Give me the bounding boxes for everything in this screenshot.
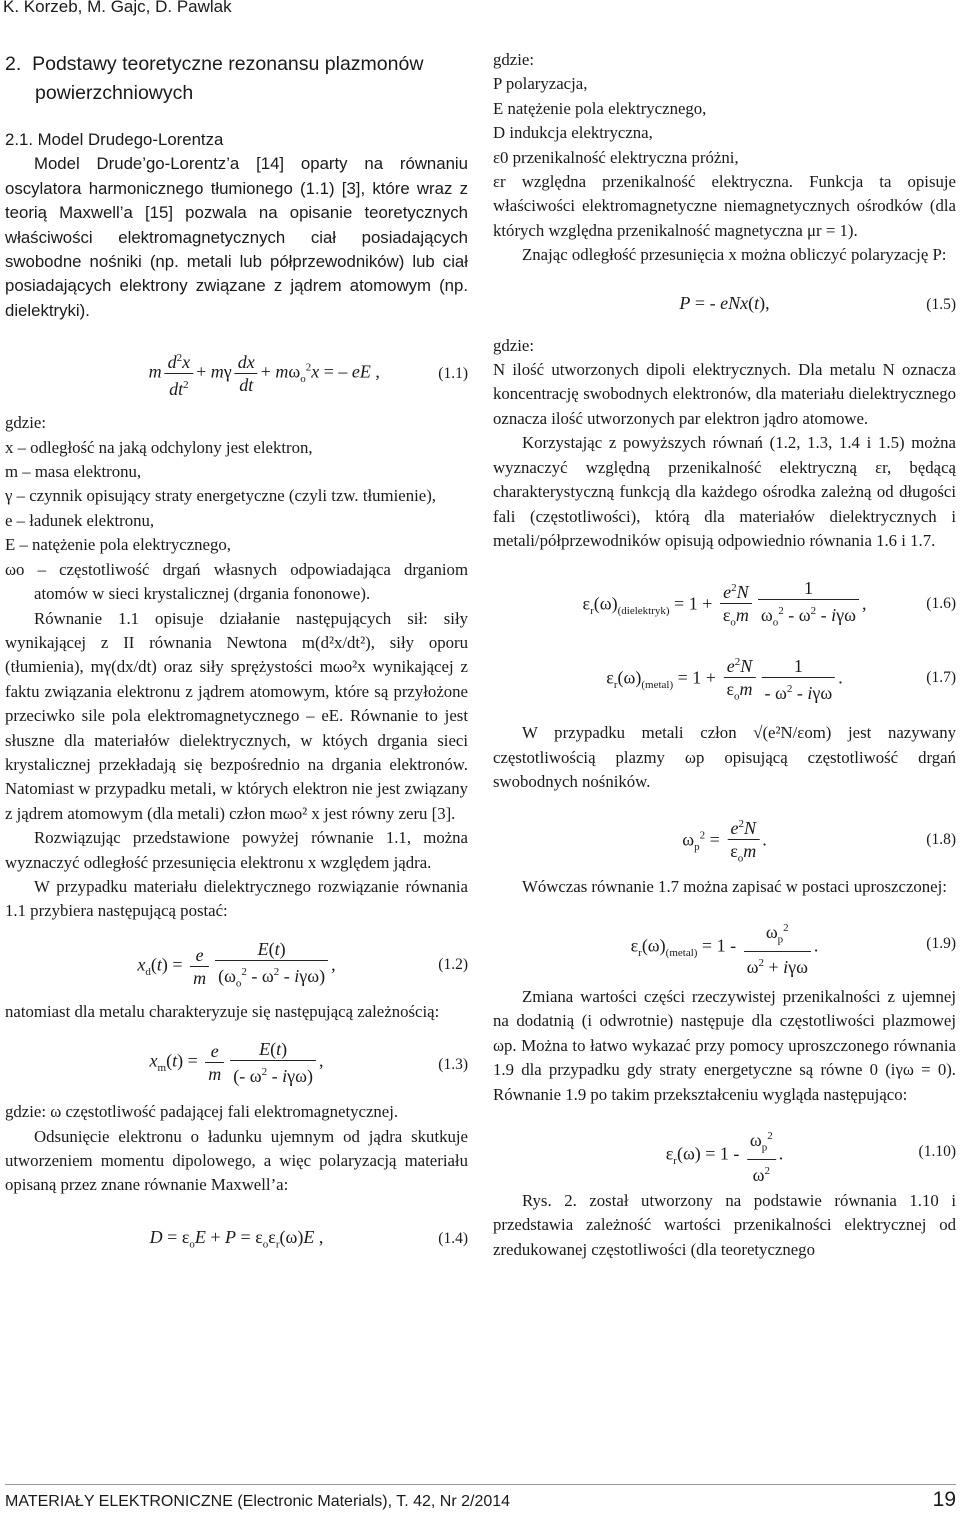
paragraph: Równanie 1.1 opisuje działanie następujących sił: siły wynikającej z II równania Newtona m(d²x/dt²), siły oporu (tłumienia), mγ(dx/dt) oraz siły sprężystości mωo²x wynikającej z faktu związania elektronu z jądrem atomowym, które są przyłożone przeciwko sile pola elektromagnetycznego – eE. Równanie to jest słuszne dla materiałów dielektrycznych, w któych drgania sieci krystalicznej przekładają się bezpośrednio na drgania elektronów. Natomiast w przypadku metali, w których elektron nie jest związany z jądrem atomowym (dla metali) człon mωo² x jest równy zeru [3]. <box>5 608 468 823</box>
equation-number: (1.4) <box>438 1229 468 1247</box>
definition-item: E natężenie pola elektrycznego, <box>493 98 707 118</box>
equation-1-9: $\varepsilon_r(\omega)_{(metal)} = 1$ - $\frac{\omega_p^2}{\omega^2 + i\gamma\omega}$ . (1.9) <box>493 917 956 965</box>
paragraph: Korzystając z powyższych równań (1.2, 1.3, 1.4 i 1.5) można wyznaczyć względną przenikalność elektryczną εr, będącą charakterystyczną funkcją dla każdego ośrodka zależną od długości fali (częstotliwości), którą dla materiałów dielektrycznych i metali/półprzewodników opisują odpowiednio równania 1.6 i 1.7. <box>493 433 956 550</box>
left-column <box>5 50 468 1270</box>
equation-1-10: $\varepsilon_r(\omega) = 1$ - $\frac{\omega_p^2}{\omega^2}$ . (1.10) <box>493 1125 956 1173</box>
definition-item: e – ładunek elektronu, <box>5 510 155 530</box>
paragraph: Odsunięcie elektronu o ładunku ujemnym od jądra skutkuje utworzeniem momentu dipolowego, a więc polaryzacją materiału opisaną przez znane równanie Maxwell’a: <box>5 1126 468 1195</box>
label-gdzie: gdzie: <box>5 413 47 433</box>
journal-footer: MATERIAŁY ELEKTRONICZNE (Electronic Materials), T. 42, Nr 2/2014 <box>5 1493 511 1510</box>
paragraph: Model Drude’go-Lorentz’a [14] oparty na równaniu oscylatora harmonicznego tłumionego (1.1) [3], które wraz z teorią Maxwell’a [15] pozwala na opisanie teoretycznych właściwości elektromagnetycznych ciał posiadających swobodne nośniki (np. metali lub półprzewodników) lub ciał posiadających elektrony związane z jądrem atomowym (np. dielektryki). <box>5 154 468 320</box>
equation-number: (1.2) <box>438 955 468 973</box>
paragraph: natomiast dla metalu charakteryzuje się następującą zależnością: <box>5 1001 440 1021</box>
paragraph: N ilość utworzonych dipoli elektrycznych. Dla metalu N oznacza koncentrację swobodnych elektronów, dla materiału dielektrycznego oznacza ilość utworzonych par elektron jądro atomowe. <box>493 360 956 428</box>
page-number: 19 <box>932 1488 956 1511</box>
paragraph: gdzie: ω częstotliwość padającej fali elektromagnetycznej. <box>5 1102 399 1122</box>
equation-1-3: $x_m(t)$ = $\frac{e}{m}$ $\frac{E(t)}{(- \omega^2 - i\gamma\omega)}$ , (1.3) <box>149 1039 468 1087</box>
definition-item: x – odległość na jaką odchylony jest elektron, <box>5 437 313 457</box>
equation-1-7: $\varepsilon_r(\omega)_{(metal)} = 1$ + $\frac{e^2N}{\varepsilon_om}$ $\frac{1}{- \omega^2 - i\gamma\omega}$ . (1.7) <box>493 651 956 707</box>
equation-1-1: m $\frac{d^2x}{dt^2}$ + mγ $\frac{dx}{dt}$ + $m\omega_o^2x$ = – eE , (1.1) <box>5 347 468 395</box>
definition-item: E – natężenie pola elektrycznego, <box>5 535 231 555</box>
section-number: 2. <box>5 53 22 75</box>
equation-number: (1.7) <box>926 669 956 687</box>
equation-1-2: $x_d(t)$ = $\frac{e}{m}$ $\frac{E(t)}{(\omega_o^2 - \omega^2 - i\gamma\omega)}$ , (1.2) <box>137 938 468 990</box>
footer-rule <box>5 1484 956 1485</box>
definition-item: P polaryzacja, <box>493 74 588 94</box>
equation-number: (1.8) <box>926 830 956 848</box>
paragraph: Rozwiązując przedstawione powyżej równanie 1.1, można wyznaczyć odległość przesunięcia elektronu x względem jądra. <box>5 828 468 872</box>
section-title: Podstawy teoretyczne rezonansu plazmonów powierzchniowych <box>32 53 424 104</box>
equation-number: (1.3) <box>438 1056 468 1074</box>
right-column <box>493 48 956 1262</box>
subsection-heading: 2.1. Model Drudego-Lorentza <box>5 130 224 149</box>
definition-item: D indukcja elektryczna, <box>493 123 653 143</box>
equation-number: (1.10) <box>918 1142 956 1160</box>
equation-number: (1.5) <box>926 295 956 313</box>
equation-1-5: P = - eNx(t), (1.5) <box>493 288 956 320</box>
paragraph: Rys. 2. został utworzony na podstawie równania 1.10 i przedstawia zależność wartości przenikalności elektrycznej od zredukowanej częstotliwości (dla teoretycznego <box>493 1190 956 1259</box>
equation-1-4: $D = \varepsilon_oE + P = \varepsilon_o\varepsilon_r(\omega)E$ , (1.4) <box>149 1226 468 1251</box>
definition-item: γ – czynnik opisujący straty energetyczne (czyli tzw. tłumienie), <box>5 486 436 506</box>
equation-number: (1.1) <box>438 365 468 383</box>
running-header: K. Korzeb, M. Gajc, D. Pawlak <box>3 0 232 16</box>
paragraph: W przypadku materiału dielektrycznego rozwiązanie równania 1.1 przybiera następującą postać: <box>5 876 468 921</box>
label-gdzie: gdzie: <box>493 50 535 69</box>
paragraph: W przypadku metali człon √(e²N/εom) jest nazywany częstotliwością plazmy ωp opisującą częstotliwość drgań swobodnych nośników. <box>493 723 956 792</box>
equation-number: (1.9) <box>926 934 956 952</box>
definition-item: m – masa elektronu, <box>5 462 142 482</box>
paragraph: Wówczas równanie 1.7 można zapisać w postaci uproszczonej: <box>522 876 947 896</box>
section-heading <box>5 50 468 108</box>
equation-number: (1.6) <box>926 595 956 613</box>
equation-1-8: $\omega_p^2$ = $\frac{e^2N}{\varepsilon_om}$ . (1.8) <box>493 813 956 861</box>
label-gdzie: gdzie: <box>493 335 535 355</box>
definition-item: ε0 przenikalność elektryczna próżni, <box>493 147 739 167</box>
equation-1-6: $\varepsilon_r(\omega)_{(dielektryk)} = 1$ + $\frac{e^2N}{\varepsilon_om}$ $\frac{1}{\omega_o^2 - \omega^2 - i\gamma\omega}$ , (1.6) <box>582 578 956 629</box>
paragraph: Znając odległość przesunięcia x można obliczyć polaryzację P: <box>522 245 947 265</box>
paragraph: Zmiana wartości części rzeczywistej przenikalności z ujemnej na dodatnią (i odwrotnie) następuje dla częstotliwości plazmowej ωp. Można to łatwo wykazać przy pomocy uproszczonego równania 1.9 dla przypadku gdy straty energetyczne są równe 0 (iγω = 0). Równanie 1.9 po takim przekształceniu wygląda następująco: <box>493 986 956 1104</box>
definition-item: εr względna przenikalność elektryczna. Funkcja ta opisuje właściwości elektromagnetyczne niemagnetycznych ośrodków (dla których względna przenikalność magnetyczna μr = 1). <box>493 172 956 240</box>
definition-item: ωo – częstotliwość drgań własnych odpowiadająca drganiom atomów w sieci krystalicznej (drgania fononowe). <box>5 559 468 604</box>
